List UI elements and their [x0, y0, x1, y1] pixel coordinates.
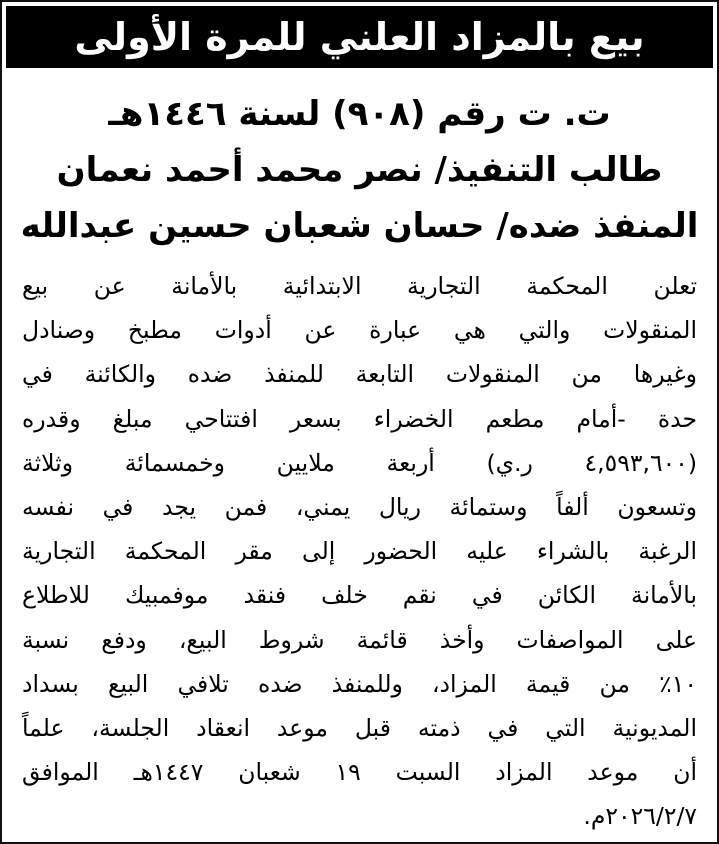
body-line: المديونية التي في ذمته قبل موعد انعقاد الجلسة، علماً	[22, 714, 697, 743]
notice-title: بيع بالمزاد العلني للمرة الأولى	[6, 6, 713, 68]
body-line: على المواصفات وأخذ قائمة شروط البيع، ودفع نسبة	[22, 625, 697, 654]
body-line: وغيرها من المنقولات التابعة للمنفذ ضده والكائنة في	[22, 360, 697, 389]
body-line: بالأمانة الكائن في نقم خلف فنقد موفمبيك للاطلاع	[22, 581, 697, 610]
executed-against: المنفذ ضده/ حسان شعبان حسين عبدالله	[20, 206, 699, 246]
case-number: ت. ت رقم (٩٠٨) لسنة ١٤٤٦هـ	[108, 94, 611, 134]
notice-headings	[2, 86, 717, 254]
notice-body	[22, 264, 697, 839]
body-line: حدة -أمام مطعم الخضراء بسعر افتتاحي مبلغ وقدره	[22, 404, 697, 433]
body-line: تعلن المحكمة التجارية الابتدائية بالأمانة عن بيع	[22, 272, 697, 300]
body-line: ١٠٪ من قيمة المزاد، وللمنفذ ضده تلافي البيع بسداد	[22, 669, 697, 698]
body-line: ٢٠٢٦/٢/٧م.	[583, 802, 697, 831]
body-line: الرغبة بالشراء عليه الحضور إلى مقر المحكمة التجارية	[22, 537, 697, 566]
body-line: (٤,٥٩٣,٦٠٠ ر.ي) أربعة ملايين وخمسمائة وثلاثة	[22, 448, 697, 477]
body-line: وتسعون ألفاً وستمائة ريال يمني، فمن يجد في نفسه	[22, 493, 697, 522]
body-line: المنقولات والتي هي عبارة عن أدوات مطبخ وصنادل	[22, 316, 697, 345]
body-line: أن موعد المزاد السبت ١٩ شعبان ١٤٤٧هـ الموافق	[22, 758, 697, 787]
execution-applicant: طالب التنفيذ/ نصر محمد أحمد نعمان	[56, 150, 663, 190]
